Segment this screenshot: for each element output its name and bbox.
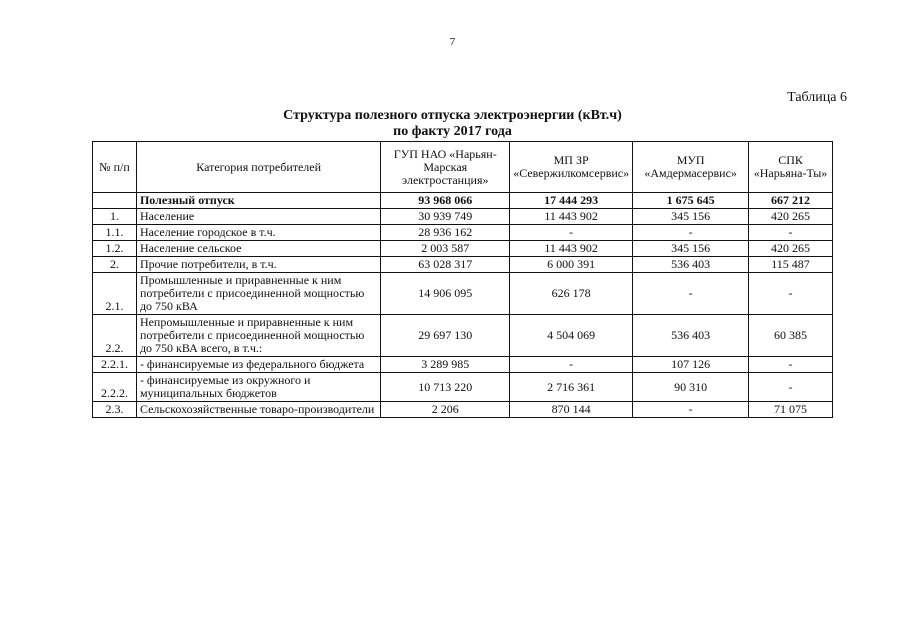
table-row [93, 402, 833, 418]
row-value-col4: - [749, 357, 833, 373]
table-row [93, 273, 833, 315]
row-value-col1: 28 936 162 [381, 225, 510, 241]
header-col4: СПК «Нарьяна-Ты» [749, 142, 833, 193]
header-col3: МУП «Амдермасервис» [633, 142, 749, 193]
row-value-col3: 1 675 645 [633, 193, 749, 209]
row-value-col4: 667 212 [749, 193, 833, 209]
row-number: 2.1. [93, 273, 137, 315]
data-table [92, 141, 833, 418]
row-category: Прочие потребители, в т.ч. [136, 257, 380, 273]
row-value-col1: 93 968 066 [381, 193, 510, 209]
row-value-col4: 420 265 [749, 209, 833, 225]
row-category: Население городское в т.ч. [136, 225, 380, 241]
row-value-col4: - [749, 225, 833, 241]
page-title [0, 108, 905, 140]
row-value-col3: - [633, 402, 749, 418]
table-row [93, 373, 833, 402]
row-value-col4: 71 075 [749, 402, 833, 418]
row-number: 2. [93, 257, 137, 273]
row-value-col1: 29 697 130 [381, 315, 510, 357]
row-category: Полезный отпуск [136, 193, 380, 209]
table-row [93, 357, 833, 373]
row-value-col1: 2 206 [381, 402, 510, 418]
title-line-2: по факту 2017 года [393, 124, 512, 139]
row-number: 2.2.1. [93, 357, 137, 373]
row-value-col2: 17 444 293 [510, 193, 633, 209]
row-value-col3: - [633, 225, 749, 241]
row-value-col3: 345 156 [633, 241, 749, 257]
row-category: Непромышленные и приравненные к ним потребители с присоединенной мощностью до 750 кВА всего, в т.ч.: [136, 315, 380, 357]
row-value-col4: 60 385 [749, 315, 833, 357]
row-category: - финансируемые из окружного и муниципальных бюджетов [136, 373, 380, 402]
table-row [93, 225, 833, 241]
row-value-col3: 536 403 [633, 257, 749, 273]
row-category: Население [136, 209, 380, 225]
row-value-col2: - [510, 357, 633, 373]
table-label: Таблица 6 [787, 90, 847, 105]
row-value-col4: 115 487 [749, 257, 833, 273]
table-row [93, 193, 833, 209]
table-row [93, 257, 833, 273]
row-value-col2: 2 716 361 [510, 373, 633, 402]
row-value-col3: 345 156 [633, 209, 749, 225]
row-value-col3: 90 310 [633, 373, 749, 402]
table-row [93, 241, 833, 257]
table-row [93, 209, 833, 225]
row-category: Сельскохозяйственные товаро-производители [136, 402, 380, 418]
row-category: Население сельское [136, 241, 380, 257]
row-value-col2: 626 178 [510, 273, 633, 315]
header-row [93, 142, 833, 193]
row-value-col2: 870 144 [510, 402, 633, 418]
row-value-col3: - [633, 273, 749, 315]
row-number [93, 193, 137, 209]
row-value-col2: 11 443 902 [510, 241, 633, 257]
page-number: 7 [449, 36, 456, 48]
header-col1: ГУП НАО «Нарьян-Марская электростанция» [381, 142, 510, 193]
row-value-col1: 30 939 749 [381, 209, 510, 225]
row-value-col2: 11 443 902 [510, 209, 633, 225]
row-number: 1.1. [93, 225, 137, 241]
row-value-col4: - [749, 373, 833, 402]
row-value-col2: 6 000 391 [510, 257, 633, 273]
row-value-col3: 536 403 [633, 315, 749, 357]
table-body [93, 193, 833, 418]
title-line-1: Структура полезного отпуска электроэнергии (кВт.ч) [283, 108, 622, 123]
row-number: 2.2. [93, 315, 137, 357]
row-category: Промышленные и приравненные к ним потребители с присоединенной мощностью до 750 кВА [136, 273, 380, 315]
row-number: 1.2. [93, 241, 137, 257]
row-number: 2.2.2. [93, 373, 137, 402]
row-value-col2: - [510, 225, 633, 241]
row-value-col1: 10 713 220 [381, 373, 510, 402]
row-value-col4: - [749, 273, 833, 315]
row-number: 2.3. [93, 402, 137, 418]
row-value-col1: 2 003 587 [381, 241, 510, 257]
header-category: Категория потребителей [136, 142, 380, 193]
row-value-col1: 63 028 317 [381, 257, 510, 273]
row-value-col4: 420 265 [749, 241, 833, 257]
row-value-col1: 14 906 095 [381, 273, 510, 315]
row-category: - финансируемые из федерального бюджета [136, 357, 380, 373]
row-value-col3: 107 126 [633, 357, 749, 373]
header-col2: МП ЗР «Севержилкомсервис» [510, 142, 633, 193]
row-value-col1: 3 289 985 [381, 357, 510, 373]
header-num: № п/п [93, 142, 137, 193]
row-value-col2: 4 504 069 [510, 315, 633, 357]
table-row [93, 315, 833, 357]
row-number: 1. [93, 209, 137, 225]
